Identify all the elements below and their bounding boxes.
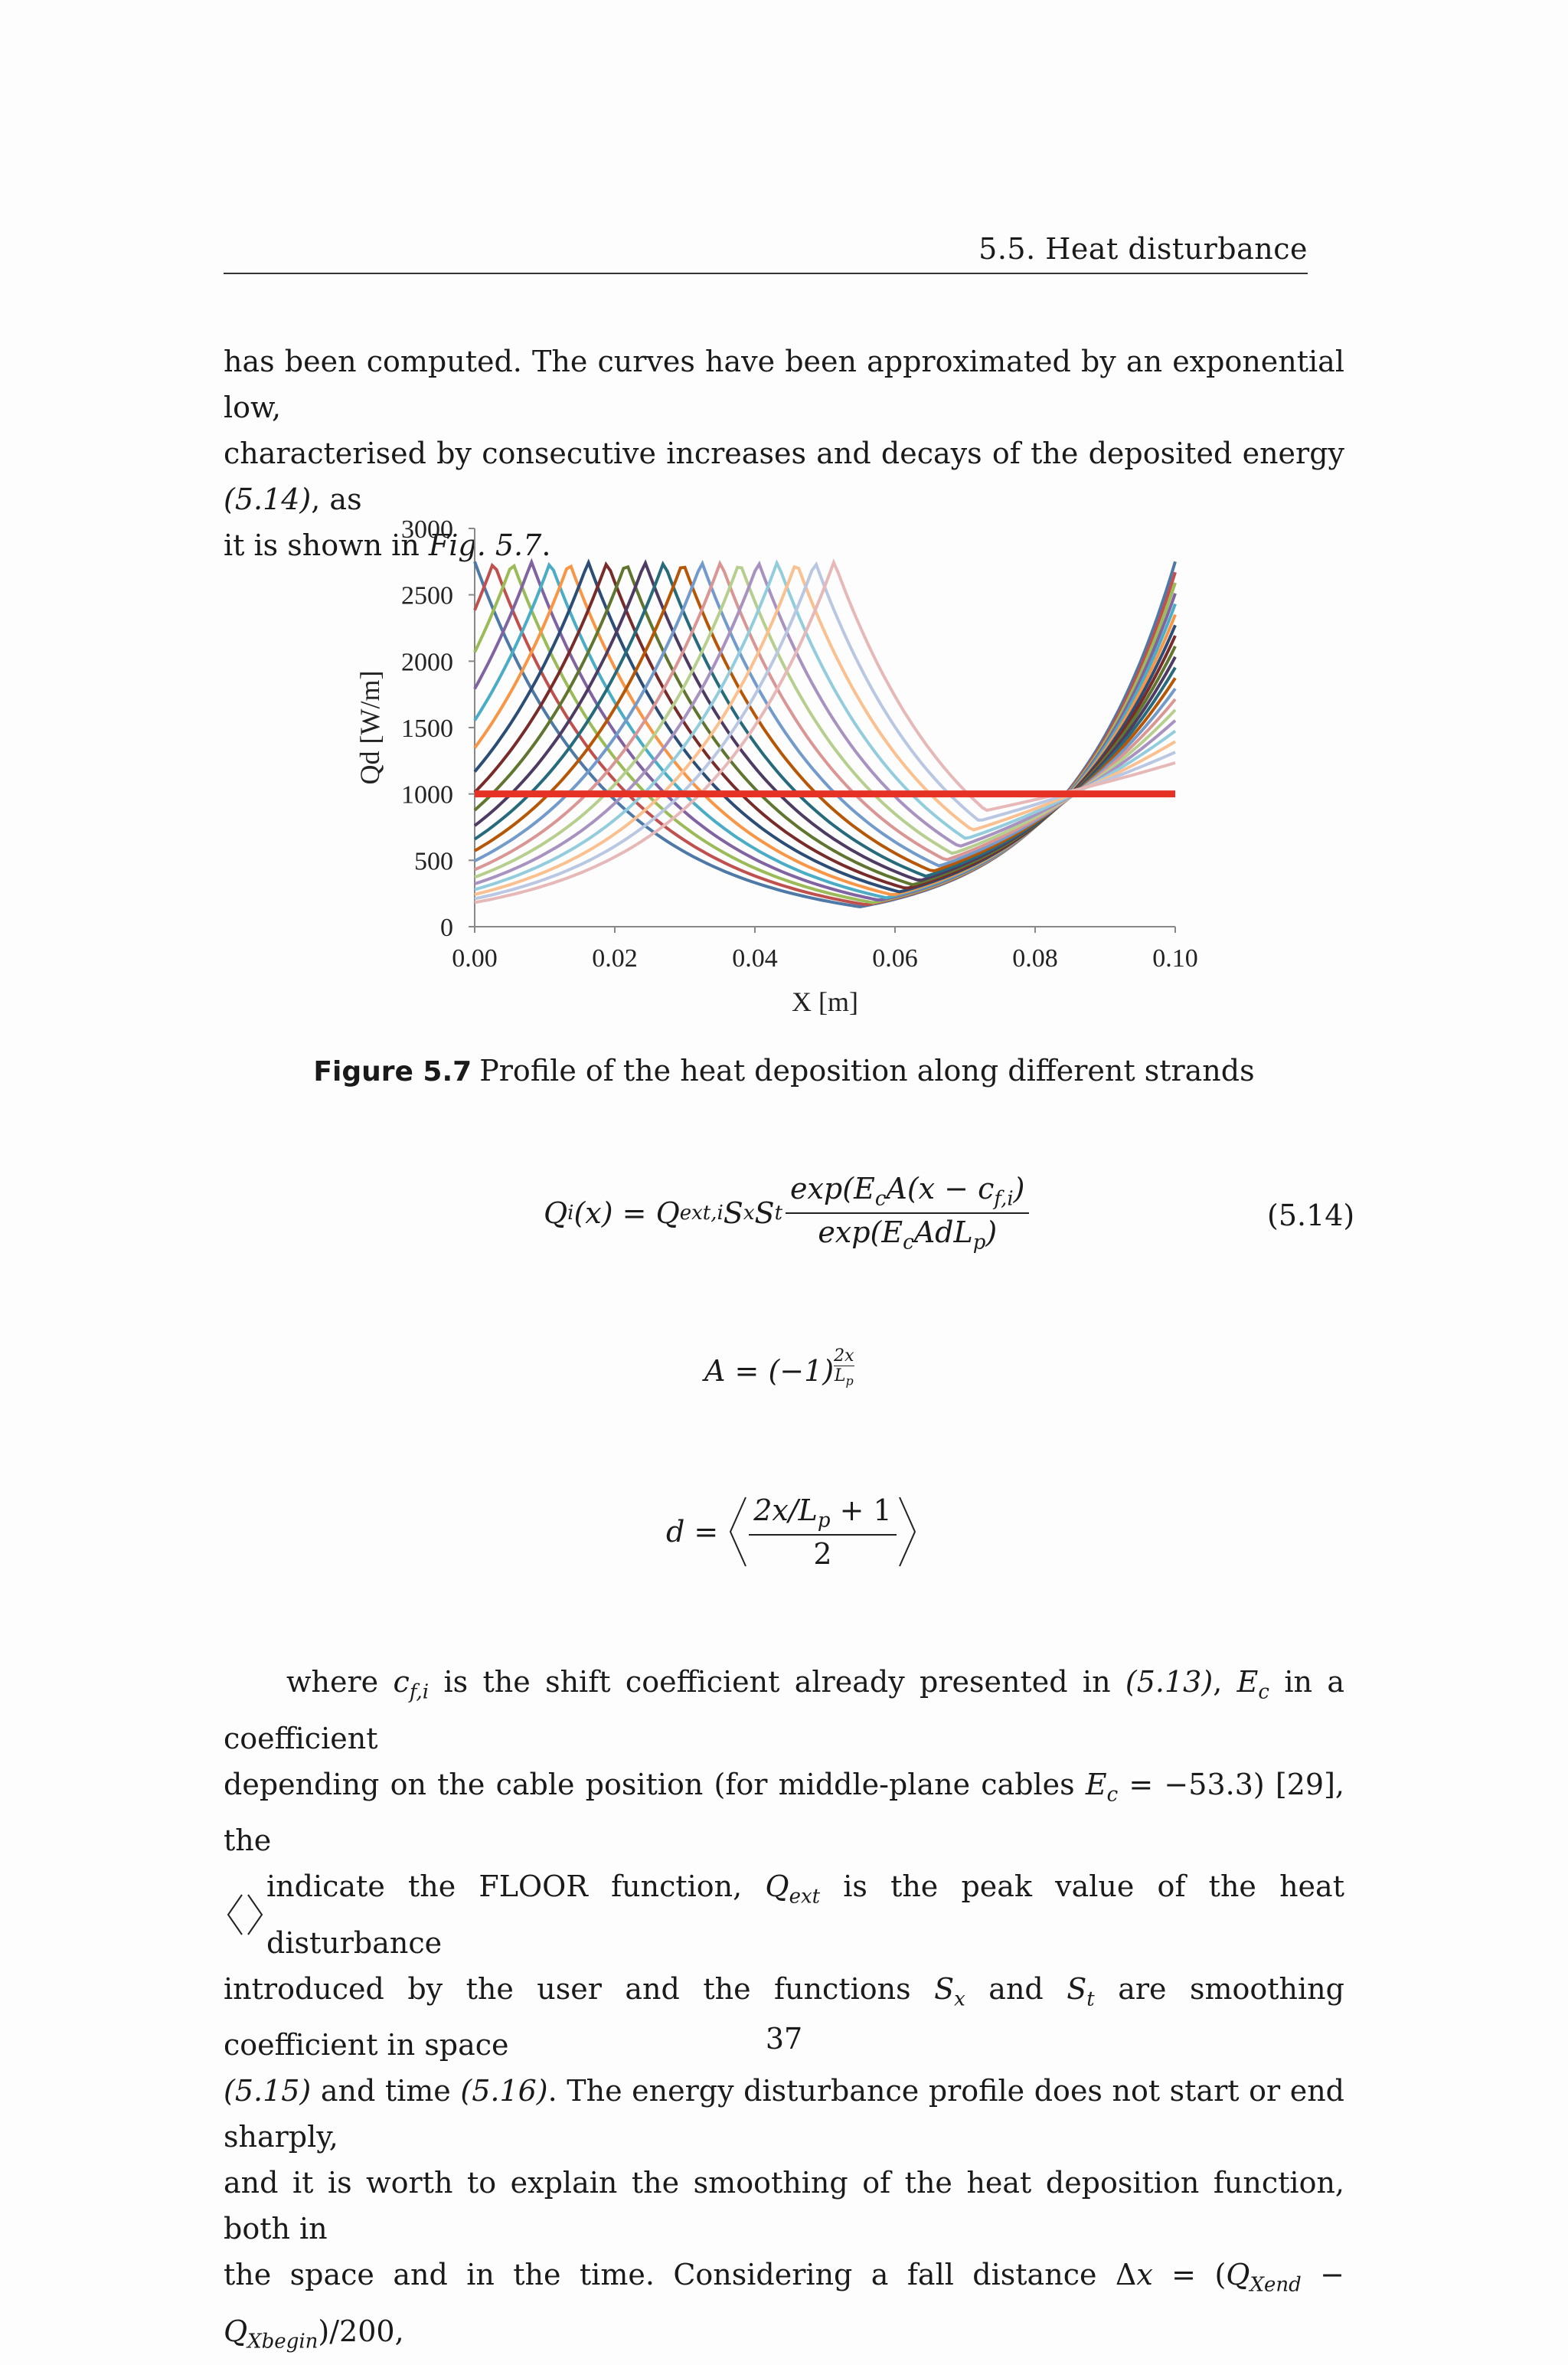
strand-curve <box>475 563 1175 889</box>
y-tick-label: 500 <box>414 847 453 876</box>
x-axis-label: X [m] <box>792 986 858 1017</box>
x-tick-label: 0.06 <box>872 944 918 973</box>
paragraph-line: it is shown in Fig. 5.7. <box>224 528 551 562</box>
equation-d: d = $\frac{2x/L_p + 1}{2}$ <box>666 1493 920 1571</box>
x-tick-label: 0.08 <box>1012 944 1058 973</box>
strand-curve <box>475 567 1175 885</box>
y-axis-label: Qd [W/m] <box>354 670 385 785</box>
y-tick-label: 1500 <box>401 715 453 743</box>
equation-reference: (5.14) <box>224 482 312 516</box>
header-rule <box>224 273 1308 274</box>
floor-symbol <box>224 1892 266 1938</box>
figure-label: Figure 5.7 <box>313 1056 472 1088</box>
equation-number: (5.14) <box>1267 1199 1355 1232</box>
strand-curve <box>475 564 1175 888</box>
paragraph-line: and it is worth to explain the smoothing of the heat deposition function, both in <box>224 2166 1344 2246</box>
y-tick-label: 2500 <box>401 581 453 610</box>
y-tick-label: 3000 <box>401 515 453 544</box>
paragraph-line: indicate the FLOOR function, $Q_{ext}$ is the peak value of the heat disturbance <box>224 1863 1344 1966</box>
x-tick-label: 0.04 <box>732 944 778 973</box>
paragraph-line: has been computed. The curves have been approximated by an exponential low, <box>224 345 1344 424</box>
paragraph-line: characterised by consecutive increases and decays of the deposited energy (5.14), as <box>224 437 1344 516</box>
equation-a: A = (−1) $\frac{2x}{L_p}$ <box>704 1346 854 1389</box>
equation-5-14: Q i (x) = Q ext,i S x S t $\frac{\exp(E_cA(x - c_{f,i})}{\exp(E_cAdL_p)}$ <box>544 1172 1029 1254</box>
strand-curve <box>475 568 1175 871</box>
y-tick-label: 1000 <box>401 780 453 810</box>
strand-curve <box>475 563 1175 892</box>
floor-left-bracket <box>726 1493 749 1570</box>
paragraph-line: where $c_{f,i}$ is the shift coefficient already presented in (5.13), $E_c$ in a coefficient <box>224 1665 1344 1755</box>
paragraph-line: introduced by the user and the functions $S_x$ and $S_t$ are smoothing coefficient in space <box>224 1971 1344 2062</box>
paragraph-line: the space and in the time. Considering a fall distance $\Delta x = (Q_{Xend} - Q_{Xbegin})/200$, <box>224 2258 1344 2354</box>
heat-deposition-chart <box>345 498 1225 1034</box>
paragraph-line: depending on the cable position (for middle-plane cables $E_c = -53.3$) [29], the <box>224 1767 1344 1858</box>
y-tick-label: 2000 <box>401 648 453 677</box>
figure-reference: Fig. 5.7 <box>428 528 542 562</box>
x-tick-label: 0.02 <box>592 944 638 973</box>
strand-curve <box>475 564 1175 870</box>
strand-curve <box>475 564 1175 885</box>
figure-caption <box>0 1054 1568 1088</box>
x-tick-label: 0.00 <box>452 944 498 973</box>
paragraph-line: (5.15) and time (5.16). The energy disturbance profile does not start or end sharply, <box>224 2074 1345 2154</box>
floor-right-bracket <box>897 1493 920 1570</box>
page-number: 37 <box>765 2022 803 2056</box>
x-tick-label: 0.10 <box>1152 944 1198 973</box>
running-header: 5.5. Heat disturbance <box>978 232 1308 266</box>
paragraph-bottom <box>224 1659 1344 2365</box>
strand-curve <box>475 564 1175 877</box>
figure-caption-text: Profile of the heat deposition along different strands <box>479 1054 1255 1088</box>
y-tick-label: 0 <box>440 914 453 942</box>
